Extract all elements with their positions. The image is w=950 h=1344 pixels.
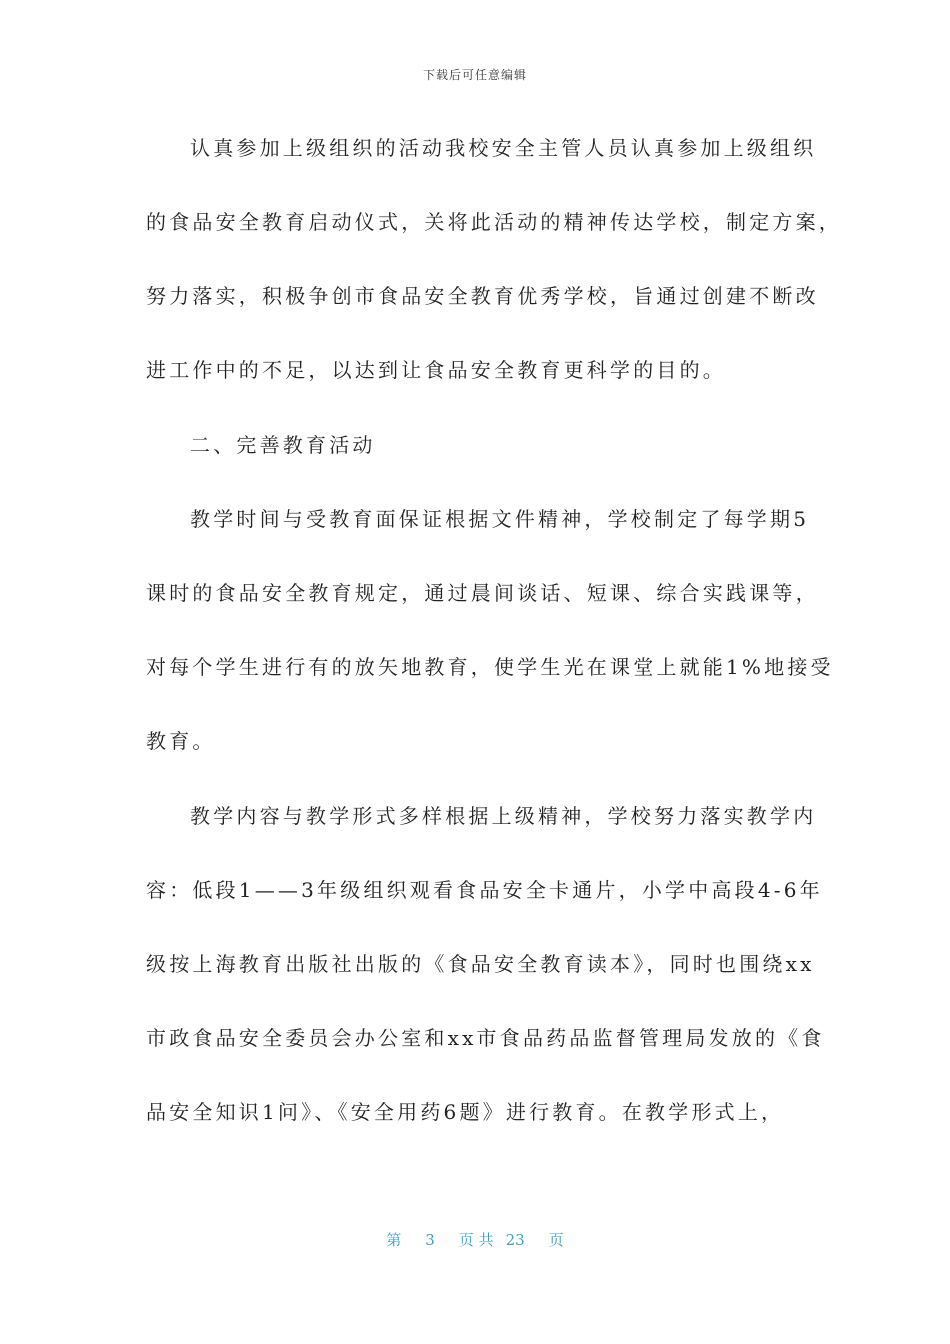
footer-total-pages: 23	[505, 1231, 525, 1249]
text-line: 教育。	[146, 729, 216, 753]
footer-middle: 页 共	[458, 1231, 494, 1249]
text-line: 容：低段1——3年级组织观看食品安全卡通片，小学中高段4-6年	[146, 878, 823, 902]
page-footer	[0, 1229, 950, 1250]
text-line: 品安全知识1问》、《安全用药6题》进行教育。在教学形式上，	[146, 1100, 785, 1124]
text-line: 进工作中的不足，以达到让食品安全教育更科学的目的。	[146, 358, 726, 382]
text-line: 级按上海教育出版社出版的《食品安全教育读本》，同时也围绕xx	[146, 952, 815, 976]
text-line: 教学内容与教学形式多样根据上级精神，学校努力落实教学内	[190, 804, 817, 828]
text-line: 认真参加上级组织的活动我校安全主管人员认真参加上级组织	[190, 136, 817, 160]
text-line: 课时的食品安全教育规定，通过晨间谈话、短课、综合实践课等，	[146, 581, 819, 605]
section-heading: 二、完善教育活动	[190, 433, 376, 457]
footer-suffix: 页	[548, 1231, 564, 1249]
text-line: 的食品安全教育启动仪式，关将此活动的精神传达学校，制定方案，	[146, 210, 842, 234]
page-header-note: 下载后可任意编辑	[422, 68, 527, 82]
text-line: 对每个学生进行有的放矢地教育，使学生光在课堂上就能1%地接受	[146, 655, 834, 679]
text-line: 努力落实，积极争创市食品安全教育优秀学校，旨通过创建不断改	[146, 284, 819, 308]
text-line: 教学时间与受教育面保证根据文件精神，学校制定了每学期5	[190, 507, 810, 531]
footer-prefix: 第	[386, 1231, 402, 1249]
text-line: 市政食品安全委员会办公室和xx市食品药品监督管理局发放的《食	[146, 1026, 825, 1050]
footer-page-number: 3	[425, 1231, 435, 1249]
